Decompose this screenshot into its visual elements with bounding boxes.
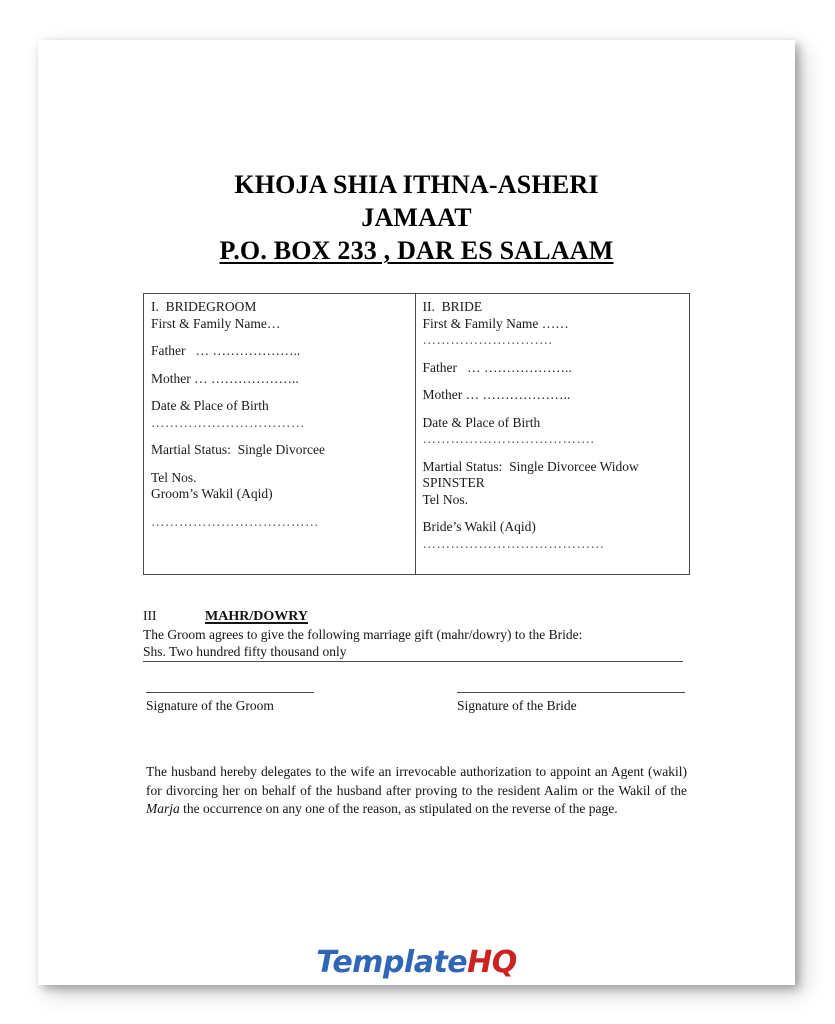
bride-birth-label: Date & Place of Birth xyxy=(422,414,541,430)
document-content xyxy=(143,40,690,832)
delegation-paragraph xyxy=(146,763,687,819)
spacer xyxy=(151,387,408,398)
spacer xyxy=(423,508,683,519)
bridegroom-tel-label[interactable]: Tel Nos. xyxy=(151,469,197,485)
spacer xyxy=(423,448,683,459)
bridegroom-column xyxy=(144,294,416,574)
delegation-emphasis-marja: Marja xyxy=(146,801,180,816)
heading-line-1: KHOJA SHIA ITHNA-ASHERI xyxy=(234,170,599,199)
bride-marital-status-field[interactable]: Martial Status: Single Divorcee Widow xyxy=(422,458,639,474)
bride-father-field[interactable]: Father … ……………….. xyxy=(422,359,572,375)
bride-tel-label[interactable]: Tel Nos. xyxy=(422,491,469,507)
spacer xyxy=(151,459,408,470)
mahr-section-numeral: III xyxy=(143,608,157,623)
bridegroom-birth-field[interactable]: …………………………… xyxy=(151,414,305,430)
bride-signature-label xyxy=(457,698,685,714)
templatehq-logo xyxy=(38,945,795,980)
bride-section-label: II. BRIDE xyxy=(422,299,483,314)
bride-column xyxy=(416,294,690,574)
spacer xyxy=(151,431,408,442)
bride-name-field[interactable]: First & Family Name …… xyxy=(422,315,569,331)
delegation-text-part-1: The husband hereby delegates to the wife an irrevocable authorization to appoint an Agent (wakil) for divorcing her on behalf of the husband after proving to the resident Aalim or the Wakil of the xyxy=(146,764,687,798)
bridegroom-wakil-field[interactable]: ……………………………… xyxy=(151,513,319,529)
heading-line-2: JAMAAT xyxy=(361,203,472,232)
bride-marital-status-field-continued[interactable]: SPINSTER xyxy=(422,475,485,490)
bride-signature-label-text: Signature of the Bride xyxy=(457,698,577,713)
spacer xyxy=(151,503,408,514)
spacer xyxy=(423,404,683,415)
bridegroom-father-field[interactable]: Father … ……………….. xyxy=(151,343,301,358)
mahr-heading-row xyxy=(143,607,690,625)
bridegroom-section-label: I. BRIDEGROOM xyxy=(151,299,257,314)
groom-signature-label-text: Signature of the Groom xyxy=(146,698,274,713)
bride-mother-field[interactable]: Mother … ……………….. xyxy=(422,387,571,402)
bride-wakil-field[interactable]: ………………………………… xyxy=(422,535,605,551)
bridegroom-birth-label: Date & Place of Birth xyxy=(151,398,269,413)
heading-line-3: P.O. BOX 233 , DAR ES SALAAM xyxy=(219,236,614,265)
spacer xyxy=(151,360,408,371)
mahr-amount-field[interactable]: Shs. Two hundred fifty thousand only xyxy=(143,643,683,662)
spacer xyxy=(423,376,683,387)
groom-signature-line[interactable] xyxy=(146,692,314,693)
bridegroom-marital-status-field[interactable]: Martial Status: Single Divorcee xyxy=(151,442,325,457)
groom-signature-label xyxy=(146,698,314,714)
bride-name-field-continued[interactable]: ………………………. xyxy=(422,332,553,347)
document-heading xyxy=(143,168,690,267)
bride-birth-field[interactable]: ………………………………. xyxy=(422,431,595,446)
mahr-section-title: MAHR/DOWRY xyxy=(205,609,308,624)
bride-wakil-label: Bride’s Wakil (Aqid) xyxy=(422,519,536,534)
mahr-intro-text: The Groom agrees to give the following marriage gift (mahr/dowry) to the Bride: xyxy=(143,627,583,642)
delegation-text-part-2: the occurrence on any one of the reason, as stipulated on the reverse of the page. xyxy=(179,801,618,816)
logo-primary-text: Template xyxy=(316,945,468,980)
bridegroom-wakil-label: Groom’s Wakil (Aqid) xyxy=(151,486,273,501)
mahr-dowry-section xyxy=(143,607,690,662)
signature-row xyxy=(143,692,690,730)
bride-signature-block xyxy=(457,692,685,714)
document-page xyxy=(38,40,795,985)
bride-signature-line[interactable] xyxy=(457,692,685,693)
spacer xyxy=(423,349,683,360)
party-details-table xyxy=(143,293,690,575)
bridegroom-name-field[interactable]: First & Family Name… xyxy=(151,315,281,331)
logo-accent-text: HQ xyxy=(467,945,517,980)
bridegroom-mother-field[interactable]: Mother … ……………….. xyxy=(151,370,299,386)
groom-signature-block xyxy=(146,692,314,714)
spacer xyxy=(151,332,408,343)
